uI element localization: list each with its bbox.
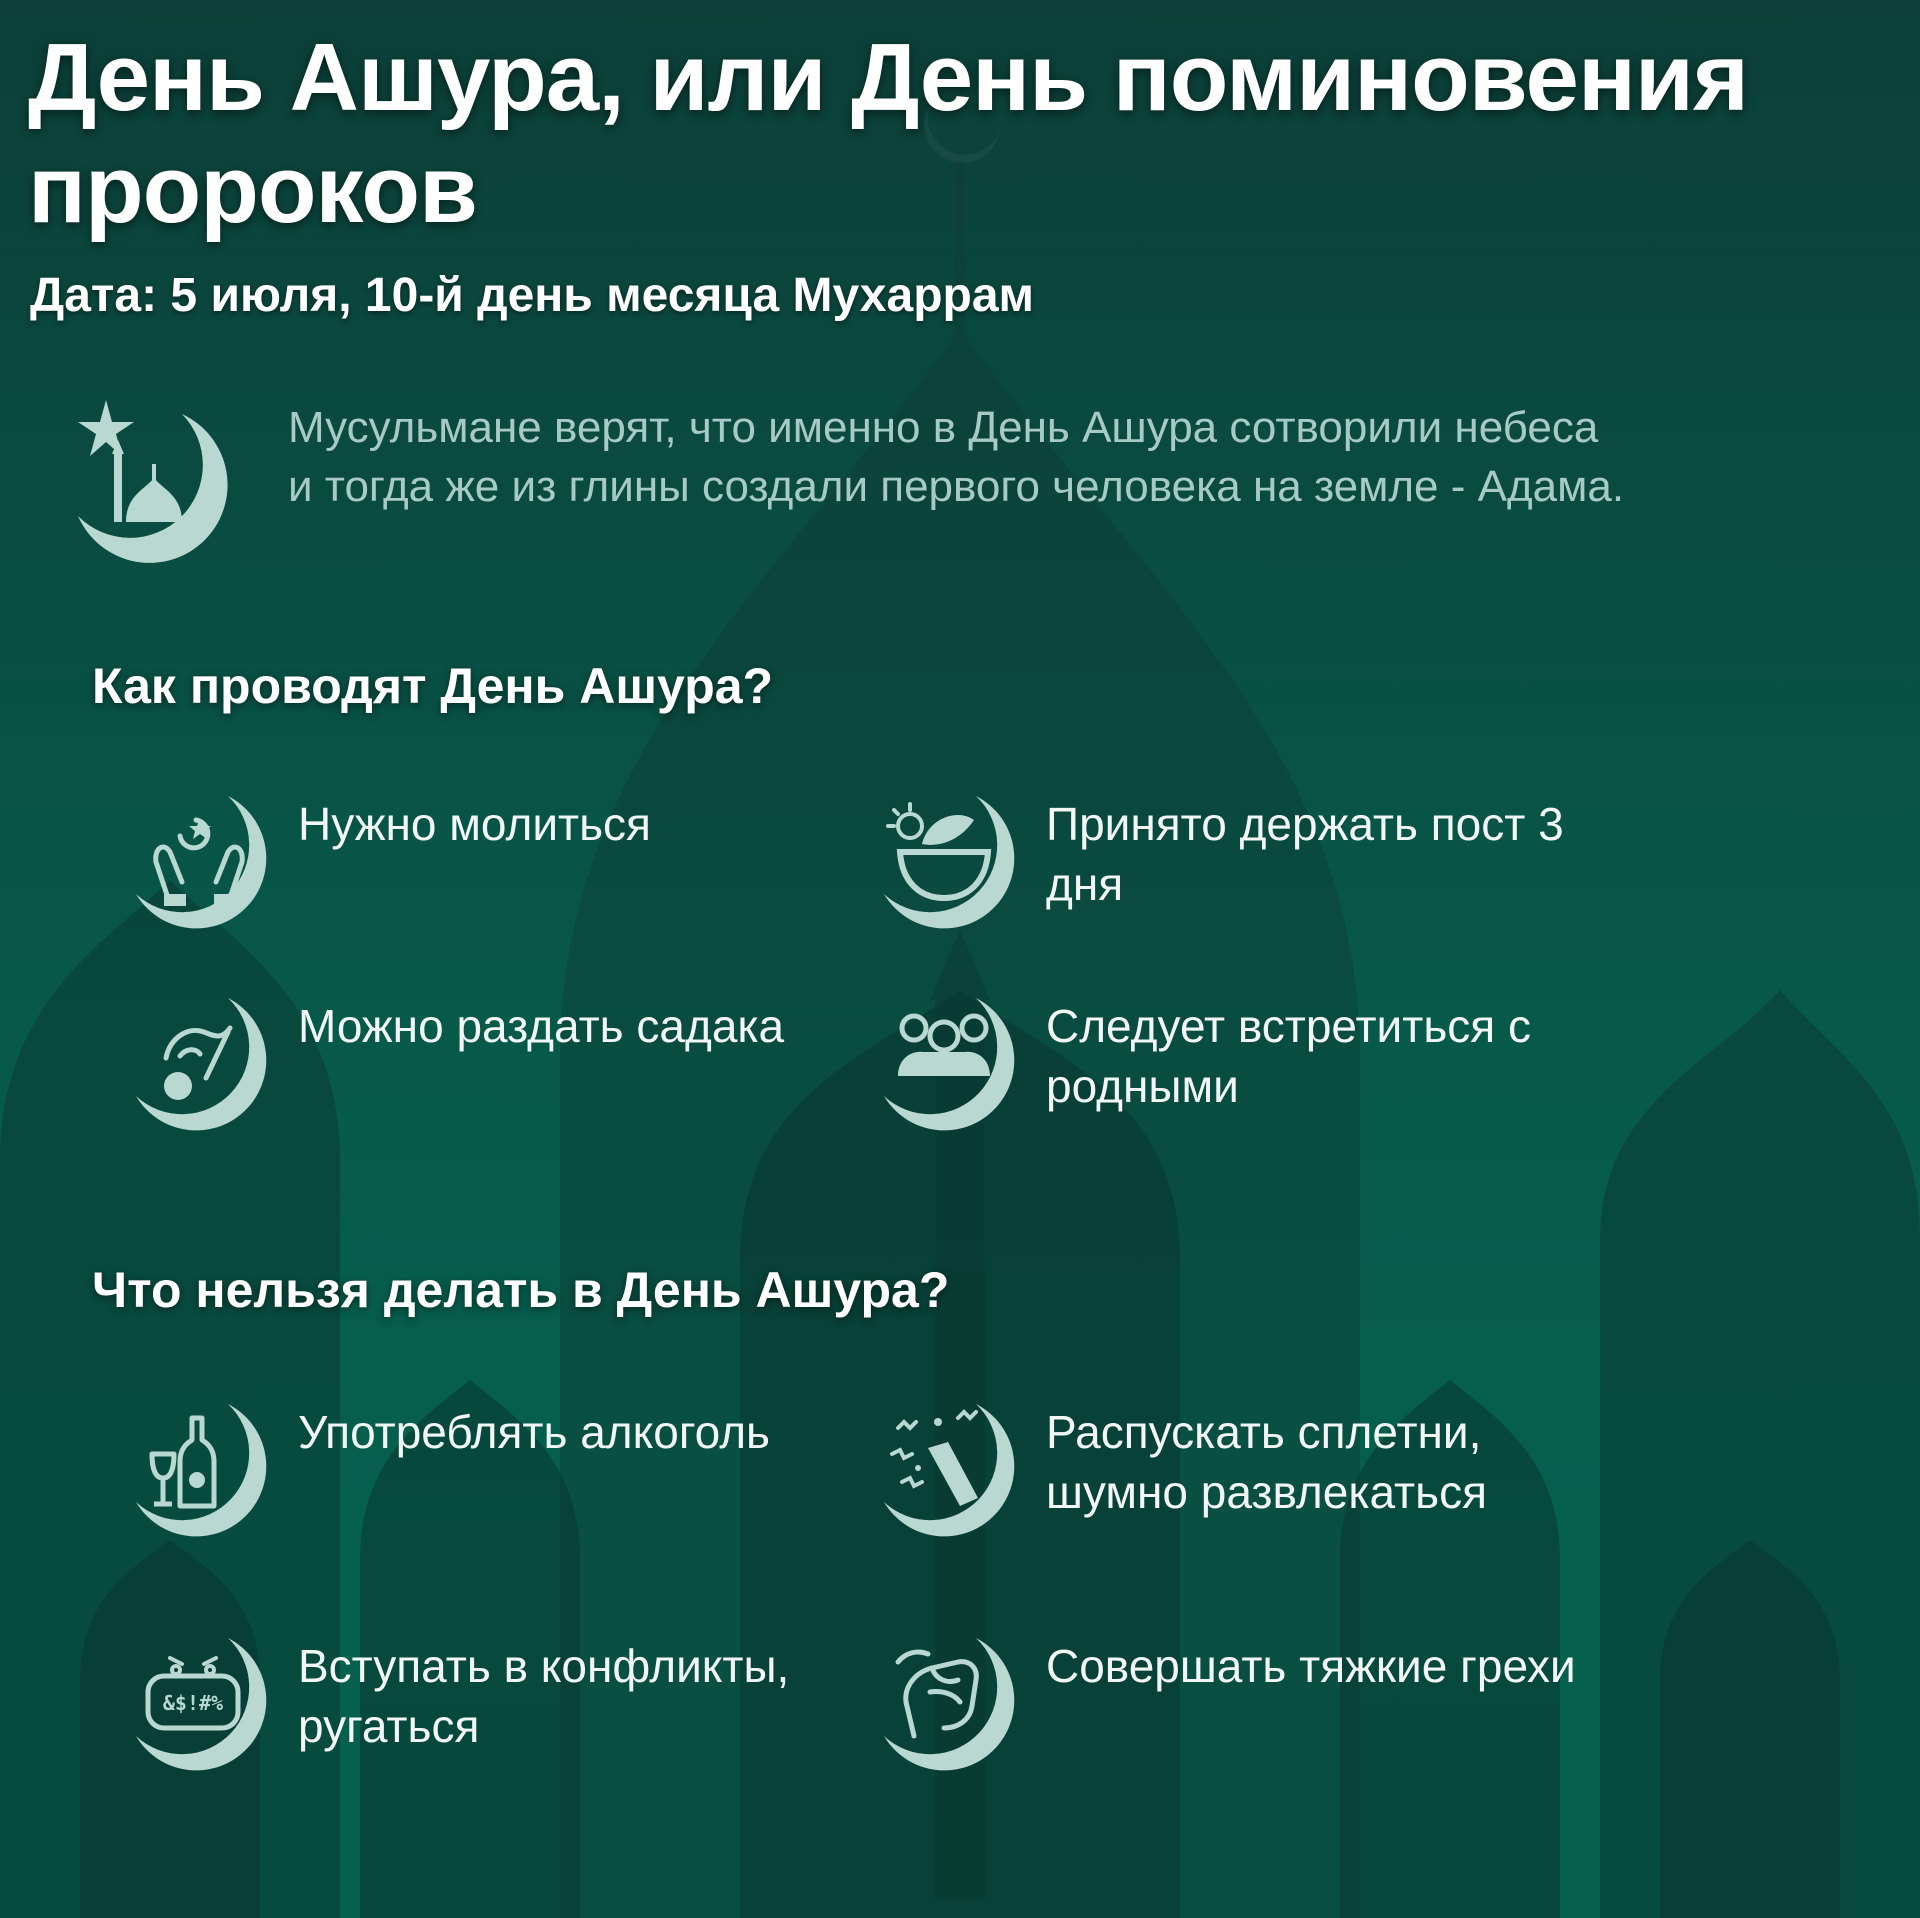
item-label: Следует встретиться с родными — [1046, 1000, 1531, 1112]
crescent-star-mosque-icon — [64, 392, 234, 572]
svg-text:&$!#%: &$!#% — [162, 1691, 224, 1715]
item-label: Употреблять алкоголь — [298, 1406, 770, 1458]
item-label: Принято держать пост 3 дня — [1046, 798, 1564, 910]
list-item-gossip — [878, 1398, 1598, 1548]
intro-text: Мусульмане верят, что именно в День Ашура сотворили небеса и тогда же из глины создали первого человека на земле - Адама. — [288, 403, 1625, 511]
family-group-icon — [878, 992, 1028, 1142]
fist-icon — [878, 1632, 1028, 1782]
swearing-face-icon — [130, 1632, 280, 1782]
item-label: Можно раздать садака — [298, 1000, 785, 1052]
item-label: Распускать сплетни, шумно развлекаться — [1046, 1406, 1487, 1518]
fasting-bowl-icon — [878, 790, 1028, 940]
item-label: Совершать тяжкие грехи — [1046, 1640, 1576, 1692]
giving-coin-icon — [130, 992, 280, 1142]
list-item-sins — [878, 1632, 1598, 1782]
list-item-conflict — [130, 1632, 850, 1782]
list-item-fasting — [878, 790, 1598, 940]
party-popper-icon — [878, 1398, 1028, 1548]
list-item-charity — [130, 992, 850, 1142]
list-item-family — [878, 992, 1598, 1142]
item-label: Нужно молиться — [298, 798, 651, 850]
alcohol-bottle-icon — [130, 1398, 280, 1548]
section-heading-how: Как проводят День Ашура? — [92, 658, 774, 714]
date-subtitle: Дата: 5 июля, 10-й день месяца Мухаррам — [30, 269, 1035, 322]
praying-hands-icon — [130, 790, 280, 940]
item-label: Вступать в конфликты, ругаться — [298, 1640, 790, 1752]
page-title: День Ашура, или День поминовения пророков — [28, 24, 1748, 243]
list-item-alcohol — [130, 1398, 850, 1548]
list-item-pray — [130, 790, 850, 940]
section-heading-dont: Что нельзя делать в День Ашура? — [92, 1262, 950, 1318]
